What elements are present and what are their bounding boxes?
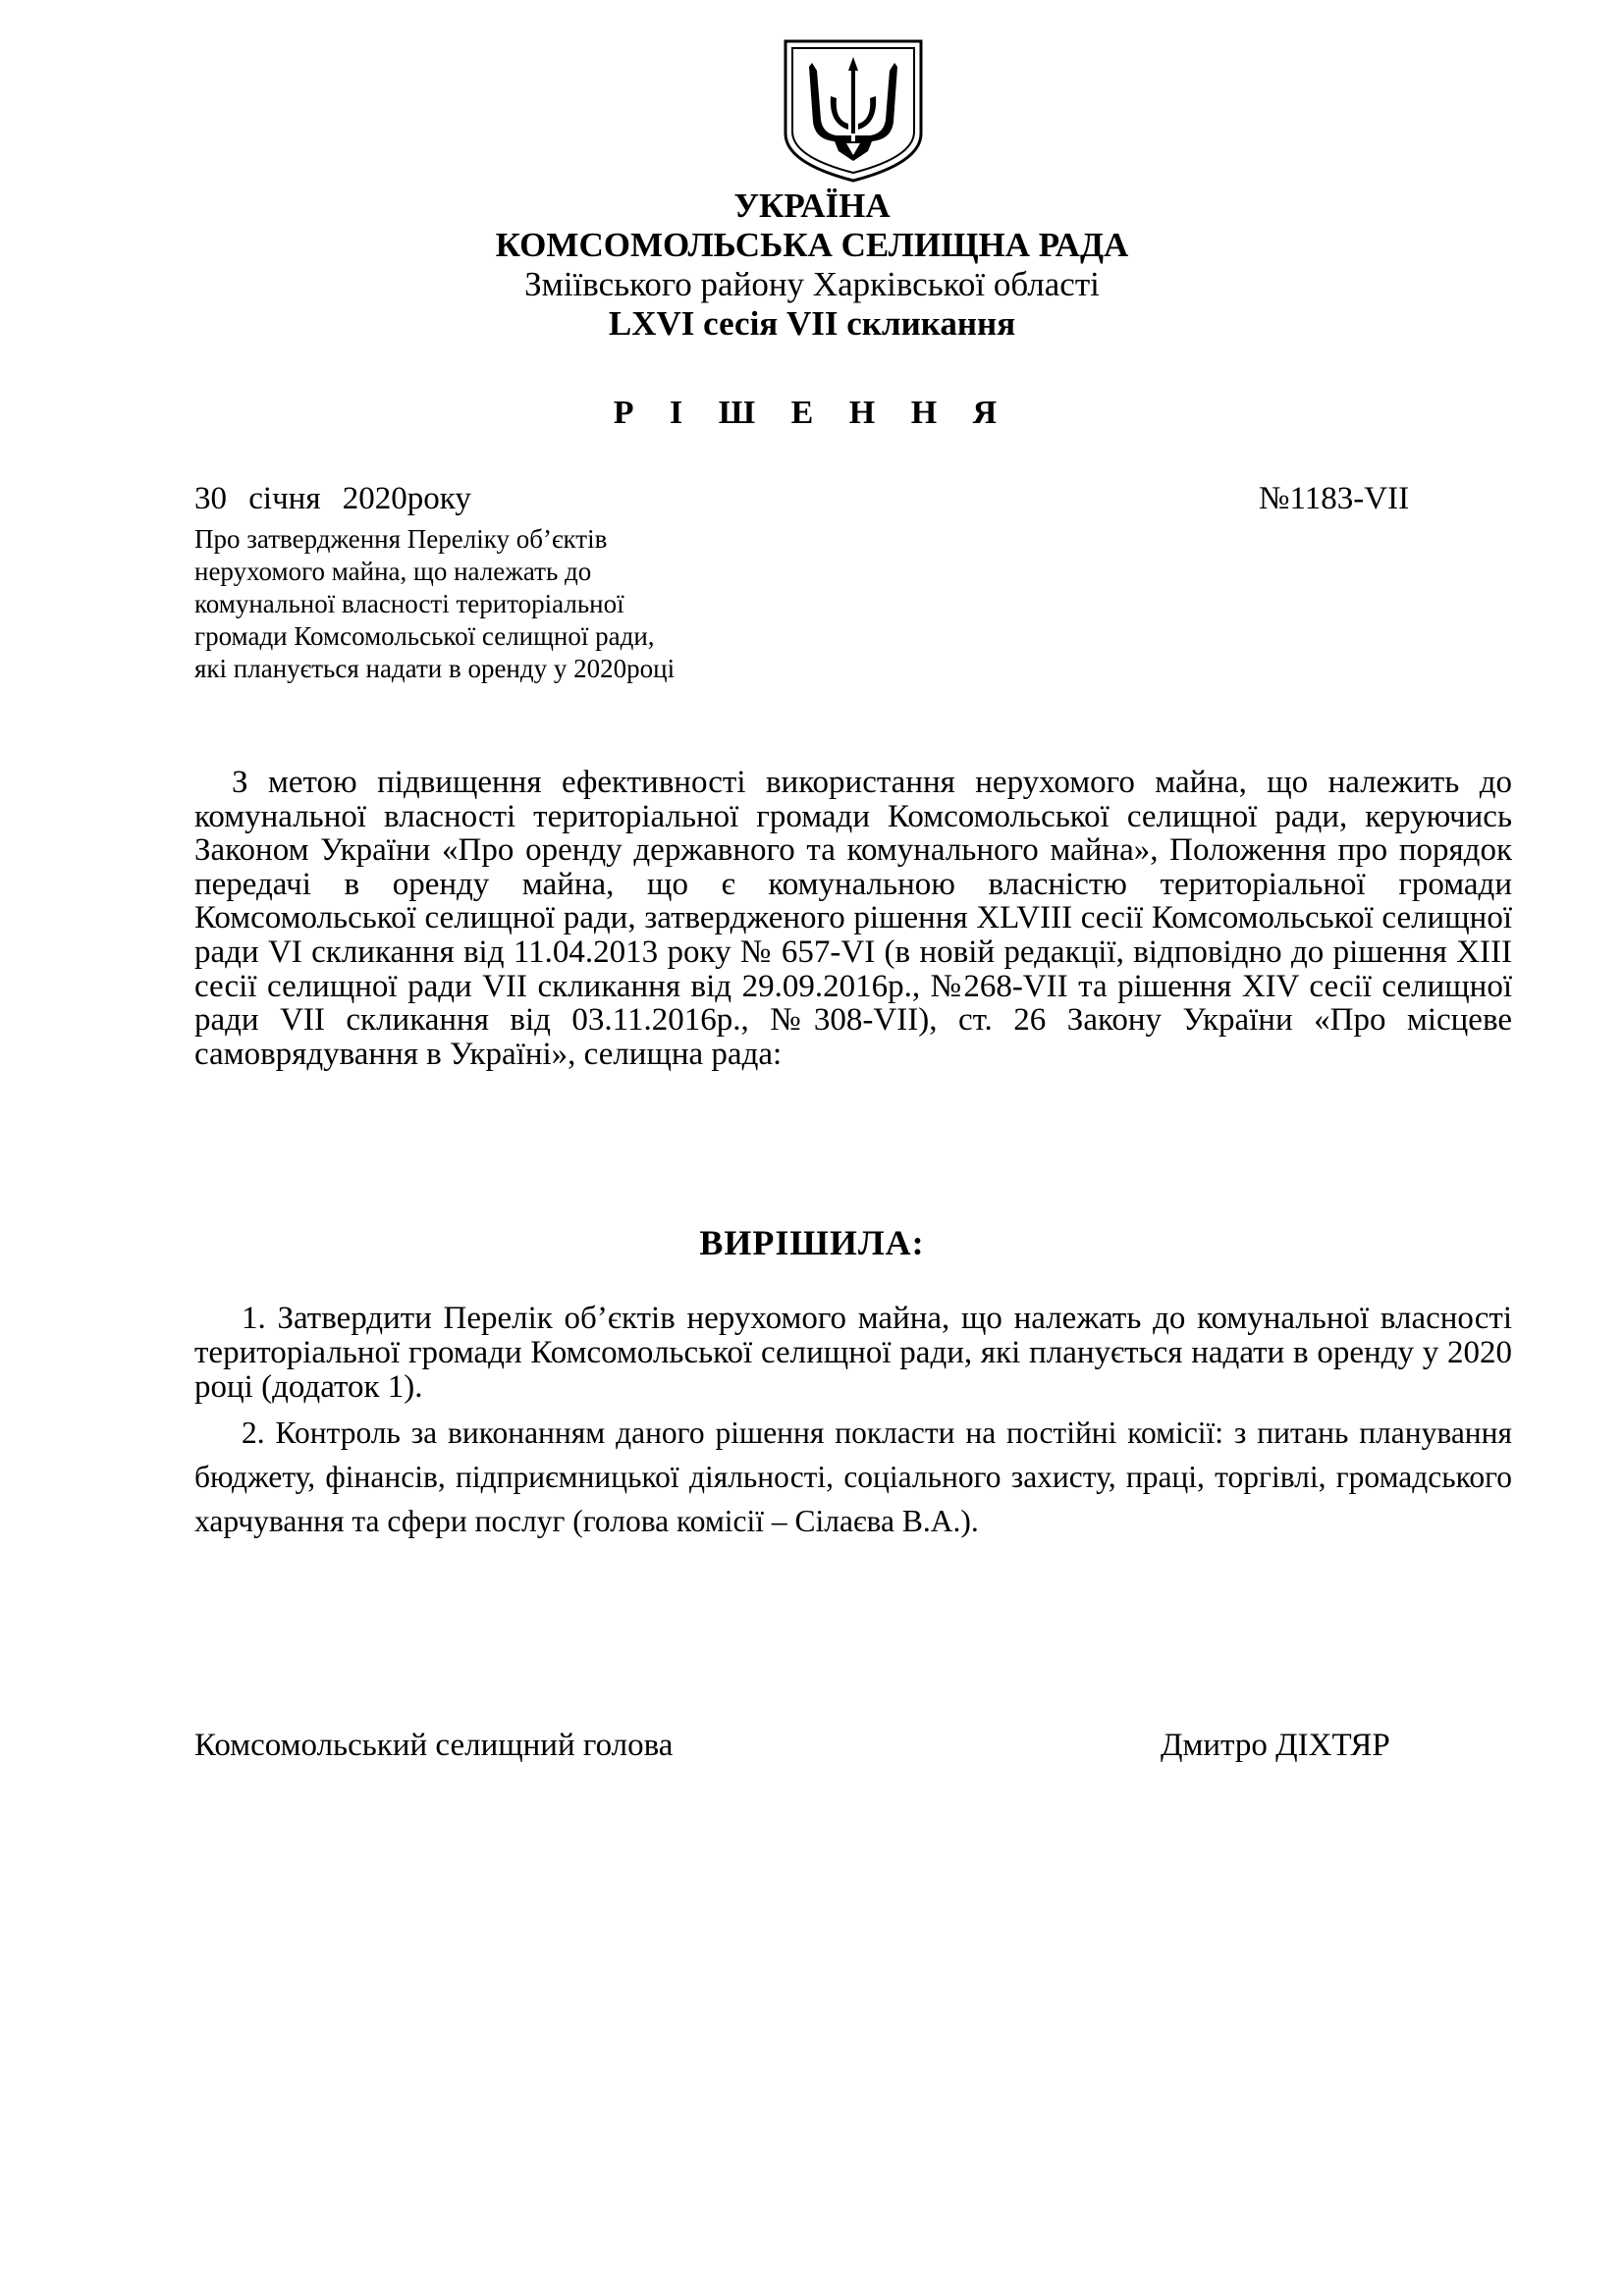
decision-item: 2. Контроль за виконанням даного рішення покласти на постійні комісії: з питань планування бюджету, фінансів, підприємницької діяльності, соціального захисту, праці, торгівлі, громадського харчування та сфери послуг (голова комісії – Сілаєва В.А.). (194, 1415, 1512, 1538)
country-name: УКРАЇНА (733, 187, 891, 225)
decision-item: 1. Затвердити Перелік об’єктів нерухомого майна, що належать до комунальної власності територіальної громади Комсомольської селищної ради, які планується надати в оренду у 2020 році (додаток 1). (194, 1301, 1512, 1405)
document-header (0, 187, 1624, 344)
subject-line: Про затвердження Переліку об’єктів (194, 524, 608, 554)
decided-heading: ВИРІШИЛА: (699, 1223, 925, 1262)
subject-line: які планується надати в оренду у 2020році (194, 654, 676, 683)
decision-subject (194, 523, 675, 685)
subject-line: громади Комсомольської селищної ради, (194, 621, 655, 651)
decision-date: 30 січня 2020року (194, 481, 471, 516)
signatory-name: Дмитро ДІХТЯР (1161, 1728, 1390, 1763)
signatory-position: Комсомольський селищний голова (194, 1728, 674, 1763)
decision-number: №1183-VII (1259, 481, 1410, 516)
region-name: Зміївського району Харківської області (524, 265, 1100, 303)
preamble-paragraph: З метою підвищення ефективності використання нерухомого майна, що належить до комунальної власності територіальної громади Комсомольської селищної ради, керуючись Законом України «Про оренду державного та комунального майна», Положення про порядок передачі в оренду майна, що є комунальною власністю територіальної громади Комсомольської селищної ради, затвердженого рішення XLVIII сесії Комсомольської селищної ради VI скликання від 11.04.2013 року № 657-VI (в новій редакції, відповідно до рішення XIII сесії селищної ради VII скликання від 29.09.2016р., №268-VII та рішення XIV сесії селищної ради VII скликання від 03.11.2016р., №308-VII), ст. 26 Закону України «Про місцеве самоврядування в Україні», селищна рада: (194, 765, 1512, 1072)
session-name: LXVI сесія VII скликання (608, 304, 1016, 343)
subject-line: комунальної власності територіальної (194, 589, 624, 618)
decision-items (194, 1302, 1512, 1543)
document-title: Р І Ш Е Н Н Я (613, 395, 1011, 431)
council-name: КОМСОМОЛЬСЬКА СЕЛИЩНА РАДА (495, 226, 1129, 264)
subject-line: нерухомого майна, що належать до (194, 557, 592, 586)
coat-of-arms-trident-icon (780, 37, 927, 185)
